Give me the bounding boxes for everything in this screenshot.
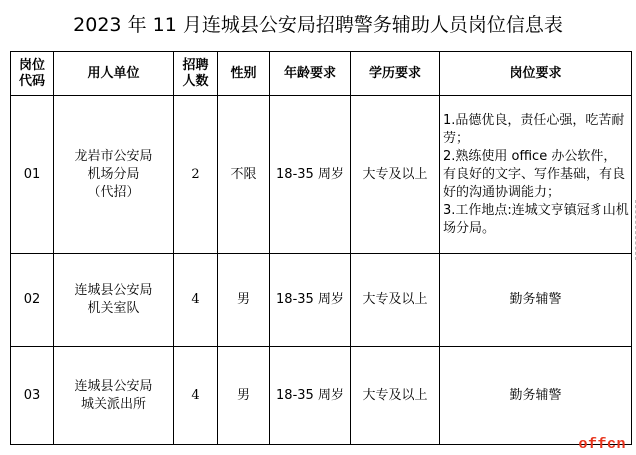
cell-age: 18-35 周岁 (270, 347, 351, 445)
cell-edu: 大专及以上 (351, 96, 440, 254)
cell-edu: 大专及以上 (351, 254, 440, 347)
offcn-watermark: offcn (578, 436, 626, 453)
header-count: 招聘人数 (174, 52, 218, 96)
cell-req: 1.品德优良，责任心强，吃苦耐劳； 2.熟练使用 office 办公软件，有良好的文字、写作基础，有良好的沟通协调能力； 3.工作地点:连城文亨镇冠豸山机场分局。 (440, 96, 632, 254)
cell-count: 4 (174, 254, 218, 347)
cell-gender: 男 (218, 347, 270, 445)
cell-unit: 连城县公安局 城关派出所 (54, 347, 174, 445)
cell-gender: 不限 (218, 96, 270, 254)
cell-edu: 大专及以上 (351, 347, 440, 445)
table-title: 2023 年 11 月连城县公安局招聘警务辅助人员岗位信息表 (73, 14, 563, 36)
cell-req: 勤务辅警 (440, 347, 632, 445)
table-row (11, 347, 632, 445)
header-code: 岗位代码 (11, 52, 54, 96)
cell-age: 18-35 周岁 (270, 254, 351, 347)
cell-count: 4 (174, 347, 218, 445)
cell-req: 勤务辅警 (440, 254, 632, 347)
table-row (11, 96, 632, 254)
header-edu: 学历要求 (351, 52, 440, 96)
table-row (11, 254, 632, 347)
cell-unit: 龙岩市公安局 机场分局 （代招） (54, 96, 174, 254)
cell-code: 03 (11, 347, 54, 445)
cell-age: 18-35 周岁 (270, 96, 351, 254)
header-age: 年龄要求 (270, 52, 351, 96)
header-req: 岗位要求 (440, 52, 632, 96)
cell-gender: 男 (218, 254, 270, 347)
cell-count: 2 (174, 96, 218, 254)
header-row (11, 52, 632, 96)
cell-code: 02 (11, 254, 54, 347)
header-unit: 用人单位 (54, 52, 174, 96)
header-gender: 性别 (218, 52, 270, 96)
cell-unit: 连城县公安局 机关室队 (54, 254, 174, 347)
cell-code: 01 (11, 96, 54, 254)
job-info-table (10, 51, 632, 445)
